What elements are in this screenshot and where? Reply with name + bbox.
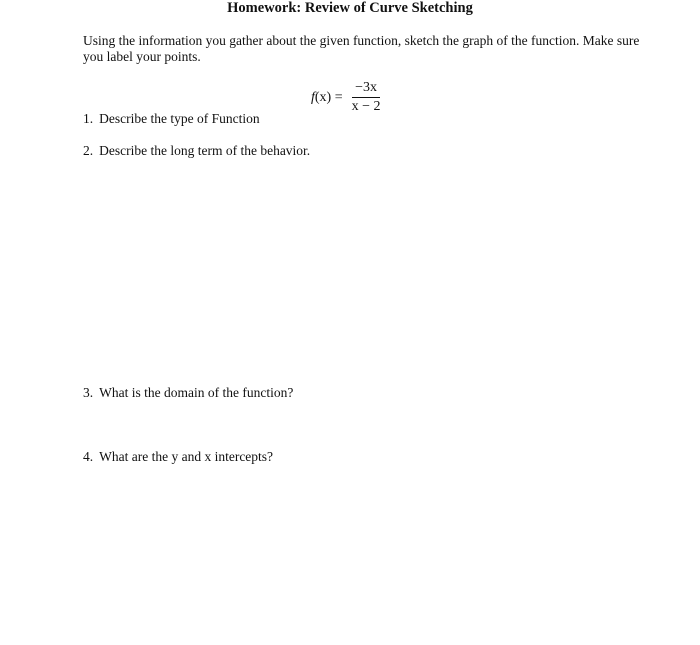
formula-function-name: f — [311, 89, 315, 105]
question-number: 2. — [83, 143, 94, 158]
question-1 — [83, 111, 260, 127]
question-number: 3. — [83, 385, 94, 400]
question-text: Describe the long term of the behavior. — [99, 143, 311, 158]
function-formula — [311, 80, 384, 115]
question-text: What are the y and x intercepts? — [99, 449, 274, 464]
formula-lhs — [311, 90, 343, 106]
question-number: 4. — [83, 449, 94, 464]
formula-fraction — [349, 80, 384, 115]
question-text: What is the domain of the function? — [99, 385, 294, 400]
formula-numerator: −3x — [352, 80, 380, 98]
page-title: Homework: Review of Curve Sketching — [227, 0, 473, 16]
question-2 — [83, 143, 310, 159]
question-3 — [83, 385, 293, 401]
formula-denominator: x − 2 — [351, 99, 381, 114]
question-text: Describe the type of Function — [99, 111, 260, 126]
instructions-text: Using the information you gather about the given function, sketch the graph of the function. Make sure you label your points. — [83, 33, 640, 64]
question-4 — [83, 449, 273, 465]
formula-argument: (x) = — [314, 89, 343, 105]
question-number: 1. — [83, 111, 94, 126]
